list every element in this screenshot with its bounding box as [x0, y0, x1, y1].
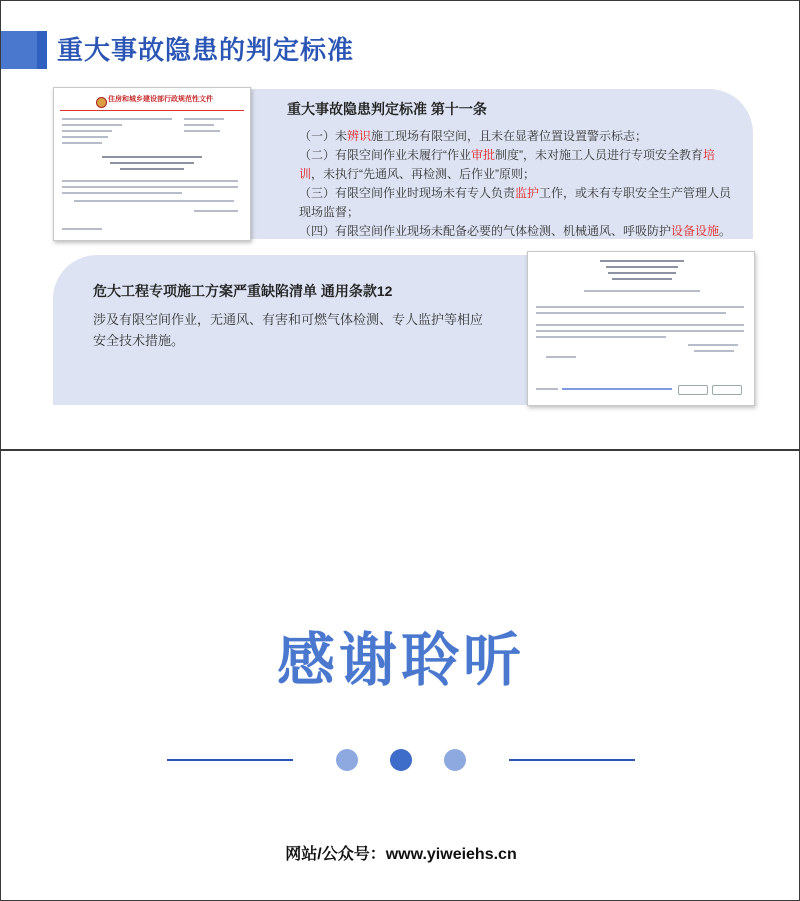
doc-text-line	[536, 324, 744, 326]
doc-text-line	[62, 180, 238, 182]
article-11-list	[299, 127, 739, 241]
doc-button	[712, 385, 742, 395]
website-footer: 网站/公众号：www.yiweiehs.cn	[285, 846, 517, 863]
doc-text-line	[62, 228, 102, 230]
doc-text-line	[62, 124, 122, 126]
decor-dot-center	[390, 749, 412, 771]
list-item	[299, 222, 739, 241]
doc-title-line	[120, 168, 184, 170]
doc-text-line	[62, 192, 182, 194]
document-thumbnail-defect-list-notice	[527, 251, 755, 406]
doc-text-line	[194, 210, 238, 212]
list-item	[299, 184, 739, 222]
decor-dot	[444, 749, 466, 771]
slide-thank-you	[0, 450, 800, 901]
item-text: （四）有限空间作业现场未配备必要的气体检测、机械通风、呼吸防护	[299, 224, 672, 238]
doc-button	[678, 385, 708, 395]
thank-you-heading: 感谢聆听	[276, 628, 525, 693]
doc-text-line	[74, 200, 234, 202]
panel2-heading: 危大工程专项施工方案严重缺陷清单 通用条款12	[93, 283, 393, 299]
doc-title-line	[110, 162, 194, 164]
item-text: 施工现场有限空间，且未在显著位置设置警示标志；	[371, 129, 648, 143]
item-text: （二）有限空间作业未履行“作业	[299, 148, 471, 162]
title-accent-block	[1, 31, 37, 69]
item-highlight: 审批	[471, 148, 496, 162]
slide-title: 重大事故隐患的判定标准	[57, 35, 355, 65]
doc-text-line	[184, 130, 220, 132]
header-divider	[60, 110, 244, 111]
doc-title-line	[608, 272, 676, 274]
item-text: 制度”，未对施工人员进行专项安全教育	[495, 148, 704, 162]
item-highlight: 培训	[299, 148, 716, 181]
doc-title-line	[102, 156, 202, 158]
doc-text-line	[536, 312, 726, 314]
doc-text-line	[184, 118, 224, 120]
doc-title-line	[612, 278, 672, 280]
document-header: 住房和城乡建设部行政规范性文件	[108, 96, 213, 103]
doc-text-line	[184, 124, 214, 126]
slide-hazard-standards	[0, 0, 800, 450]
doc-title-line	[606, 266, 678, 268]
decor-line-right	[509, 759, 635, 761]
item-text: 。	[719, 224, 732, 238]
decor-dot	[336, 749, 358, 771]
doc-text-line	[62, 186, 238, 188]
item-text: （一）未	[299, 129, 348, 143]
doc-text-line	[584, 290, 700, 292]
doc-text-line	[546, 356, 576, 358]
doc-text-line	[62, 130, 112, 132]
item-highlight: 监护	[515, 186, 540, 200]
item-text: ，未执行“先通风、再检测、后作业”原则；	[311, 167, 536, 181]
doc-text-line	[694, 350, 734, 352]
doc-text-line	[62, 136, 108, 138]
panel1-heading: 重大事故隐患判定标准 第十一条	[287, 101, 487, 117]
doc-text-line	[536, 306, 744, 308]
panel2-text: 涉及有限空间作业，无通风、有害和可燃气体检测、专人监护等相应安全技术措施。	[93, 312, 484, 348]
item-text: （三）有限空间作业时现场未有专人负责	[299, 186, 516, 200]
list-item	[299, 127, 739, 146]
title-accent-bar	[37, 31, 47, 69]
list-item	[299, 146, 739, 184]
item-text: 工作，或未有专职安全生产管理人员现场监督；	[299, 186, 732, 219]
doc-text-line	[688, 344, 738, 346]
doc-text-line	[62, 118, 172, 120]
doc-text-line	[536, 388, 558, 390]
item-highlight: 设备设施	[671, 224, 720, 238]
doc-text-line	[536, 336, 666, 338]
decor-line-left	[167, 759, 293, 761]
doc-text-line	[536, 330, 744, 332]
item-highlight: 辨识	[347, 129, 372, 143]
doc-title-line	[600, 260, 684, 262]
national-emblem-icon	[96, 97, 107, 108]
doc-link-line	[562, 388, 672, 390]
document-thumbnail-ministry-notice	[53, 87, 251, 241]
doc-text-line	[62, 142, 102, 144]
